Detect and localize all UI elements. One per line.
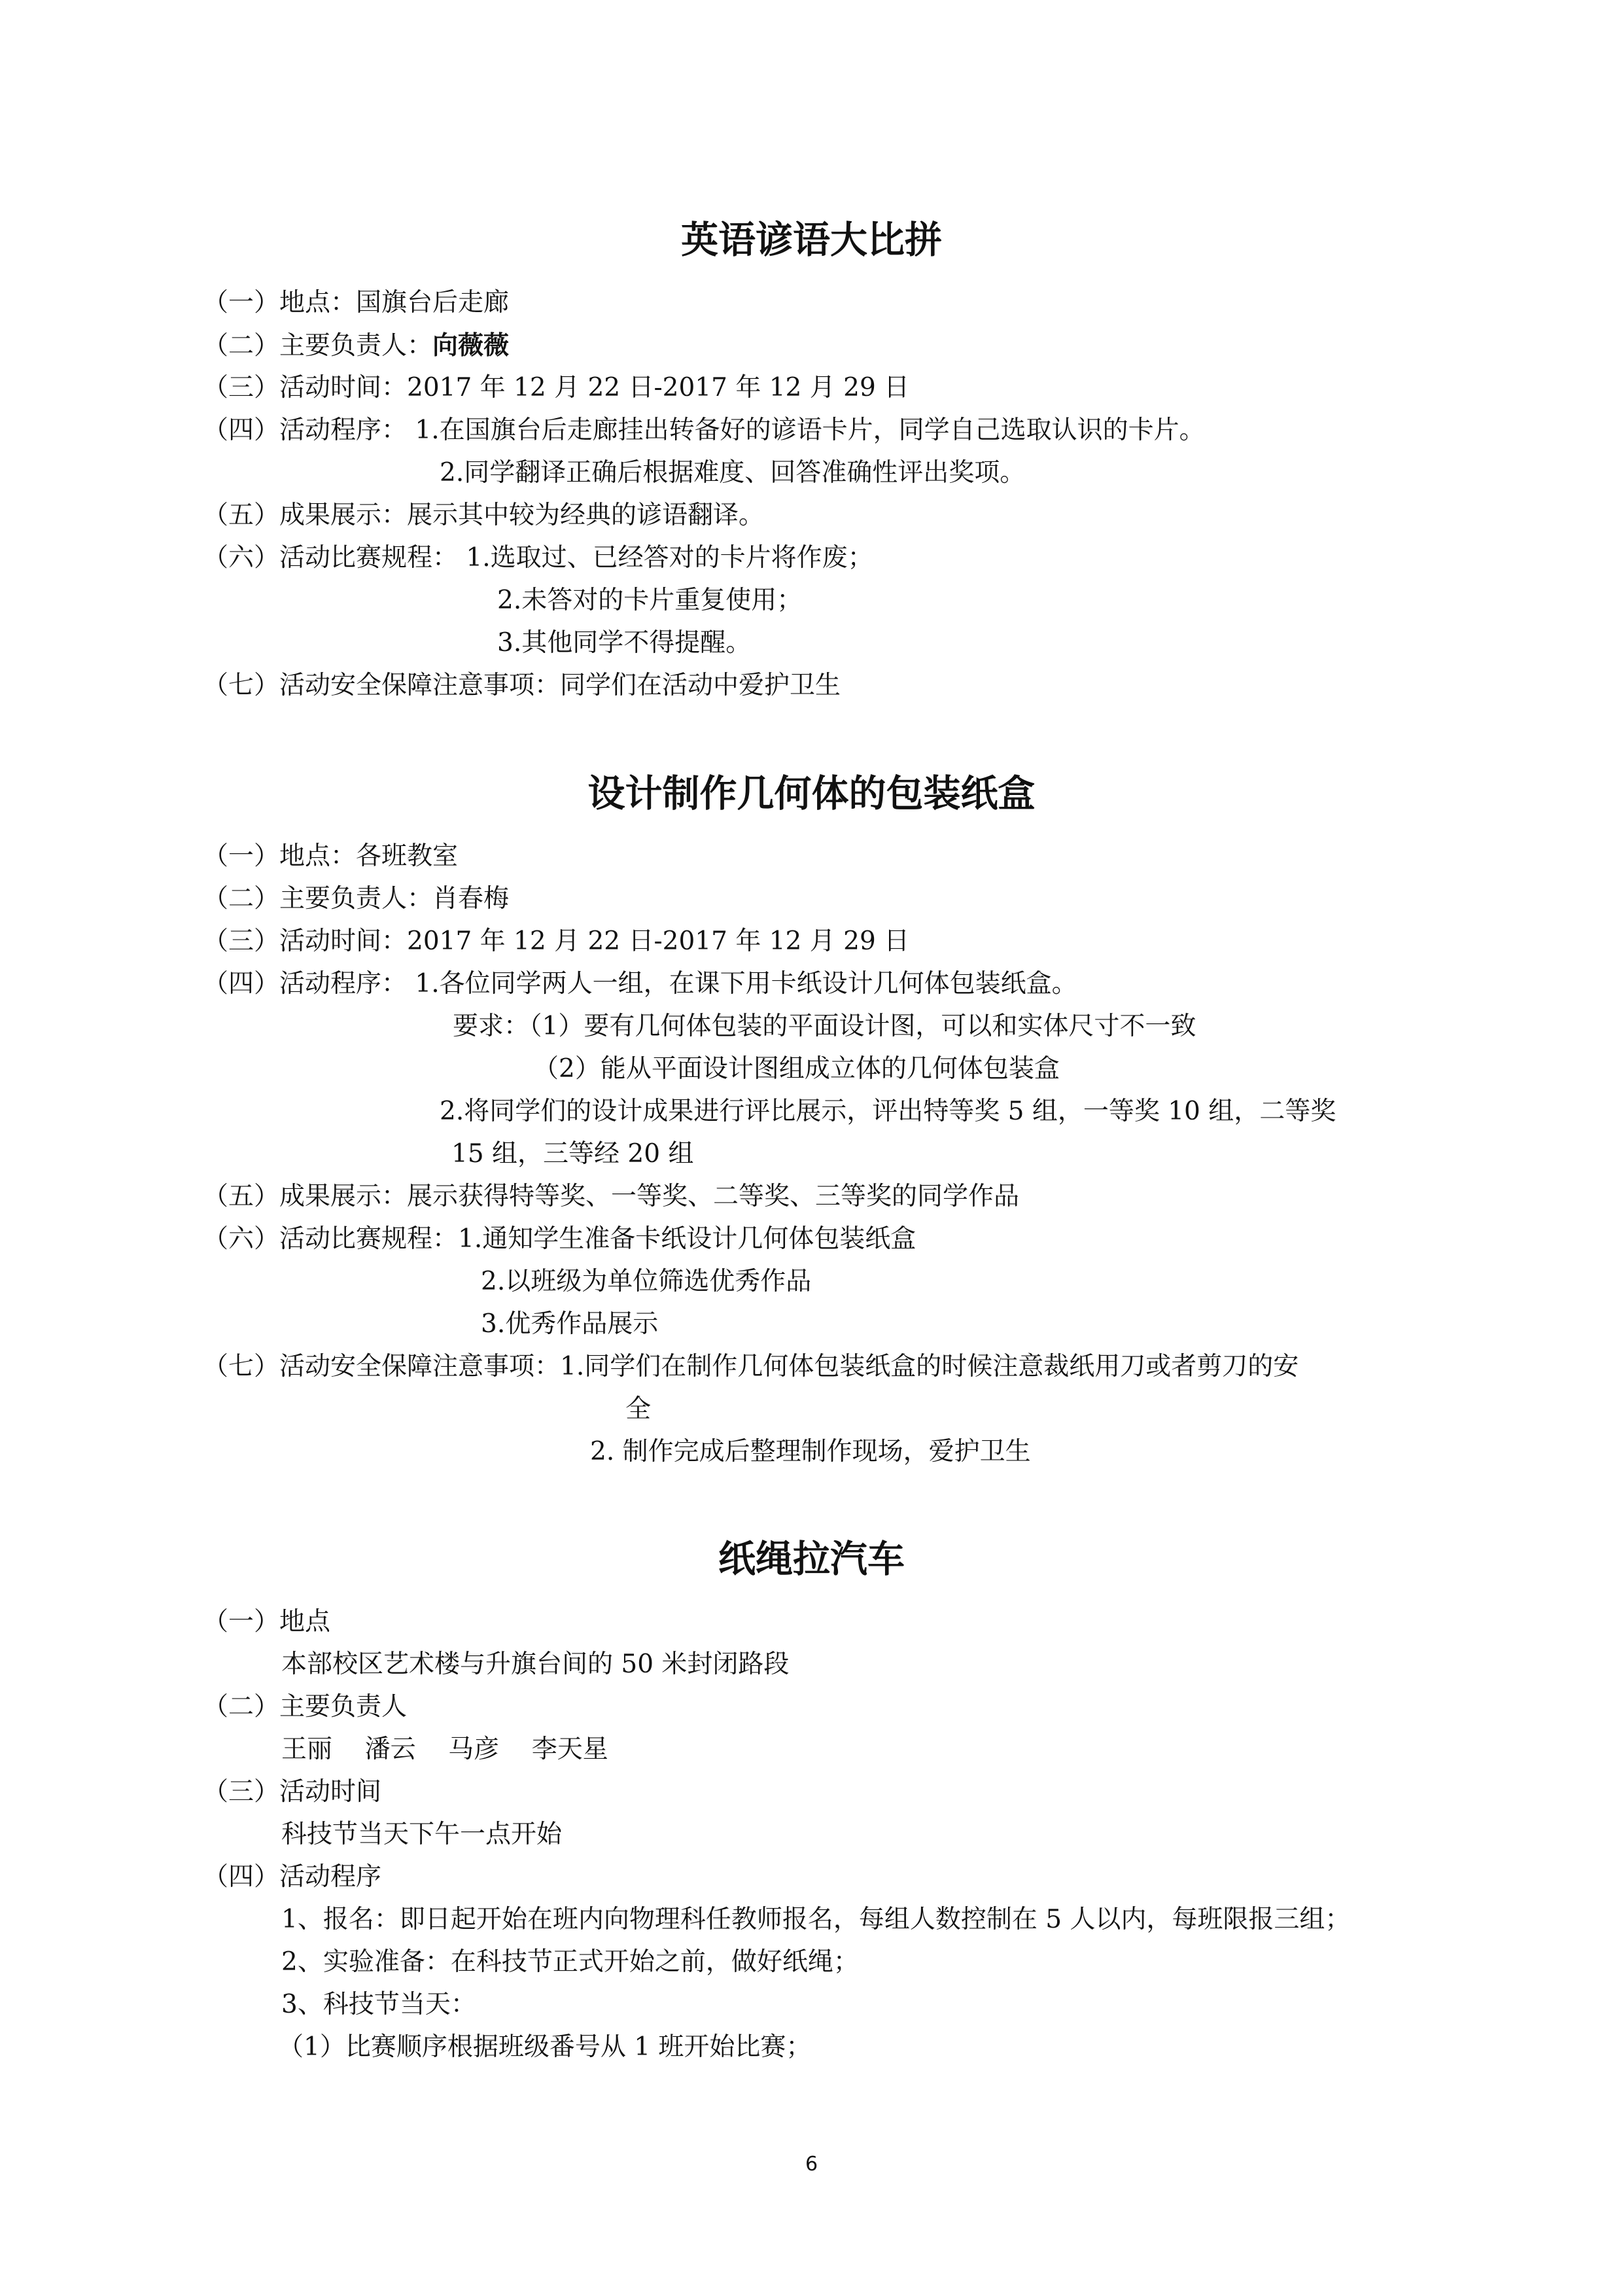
- s1-procedure-2: 2.同学翻译正确后根据难度、回答准确性评出奖项。: [440, 458, 1026, 487]
- s2-rules-3: 3.优秀作品展示: [481, 1309, 659, 1339]
- s1-location: （一）地点：国旗台后走廊: [203, 288, 510, 317]
- s1-procedure-1: （四）活动程序： 1.在国旗台后走廊挂出转备好的谚语卡片，同学自己选取认识的卡片。: [203, 415, 1205, 445]
- page-number: 6: [805, 2153, 818, 2176]
- s2-procedure-1: （四）活动程序： 1.各位同学两人一组，在课下用卡纸设计几何体包装纸盒。: [203, 969, 1077, 998]
- s1-person-in-charge: [203, 328, 509, 363]
- s2-results: （五）成果展示：展示获得特等奖、一等奖、二等奖、三等奖的同学作品: [203, 1182, 1020, 1211]
- s3-procedure-1: 1、报名：即日起开始在班内向物理科任教师报名，每组人数控制在 5 人以内，每班限报三组；: [281, 1905, 1351, 1934]
- s2-rules-1: （六）活动比赛规程：1.通知学生准备卡纸设计几何体包装纸盒: [203, 1224, 916, 1254]
- s3-procedure-heading: （四）活动程序: [203, 1862, 382, 1892]
- s3-time: 科技节当天下午一点开始: [281, 1820, 563, 1849]
- s2-safety-2: 2. 制作完成后整理制作现场，爱护卫生: [590, 1437, 1031, 1466]
- s3-person-heading: （二）主要负责人: [203, 1692, 408, 1722]
- section-title-packaging-box: 设计制作几何体的包装纸盒: [587, 772, 1036, 815]
- s2-procedure-2: 2.将同学们的设计成果进行评比展示，评出特等奖 5 组，一等奖 10 组，二等奖: [440, 1097, 1336, 1126]
- s2-requirement-1: 要求：（1）要有几何体包装的平面设计图，可以和实体尺寸不一致: [453, 1012, 1196, 1041]
- s1-rules-1: （六）活动比赛规程： 1.选取过、已经答对的卡片将作废；: [203, 543, 873, 573]
- s2-requirement-2: （2）能从平面设计图组成立体的几何体包装盒: [533, 1054, 1060, 1084]
- section-title-english-proverbs: 英语谚语大比拼: [681, 219, 942, 262]
- s2-rules-2: 2.以班级为单位筛选优秀作品: [481, 1267, 812, 1296]
- s3-procedure-2: 2、实验准备：在科技节正式开始之前，做好纸绳；: [281, 1947, 859, 1977]
- s1-rules-2: 2.未答对的卡片重复使用；: [497, 586, 803, 615]
- s1-safety: （七）活动安全保障注意事项：同学们在活动中爱护卫生: [203, 671, 841, 700]
- s2-safety-1-cont: 全: [625, 1394, 652, 1424]
- s2-safety-1: （七）活动安全保障注意事项：1.同学们在制作几何体包装纸盒的时候注意裁纸用刀或者剪刀的安: [203, 1352, 1299, 1381]
- s3-time-heading: （三）活动时间: [203, 1777, 382, 1807]
- s3-location-heading: （一）地点: [203, 1607, 331, 1636]
- s3-procedure-3-1: （1）比赛顺序根据班级番号从 1 班开始比赛；: [278, 2032, 812, 2062]
- s1-time: （三）活动时间：2017 年 12 月 22 日-2017 年 12 月 29 日: [203, 373, 910, 402]
- s3-location: 本部校区艺术楼与升旗台间的 50 米封闭路段: [281, 1650, 790, 1679]
- s3-procedure-3: 3、科技节当天：: [281, 1990, 476, 2019]
- s1-results: （五）成果展示：展示其中较为经典的谚语翻译。: [203, 501, 765, 530]
- s1-rules-3: 3.其他同学不得提醒。: [497, 628, 752, 658]
- s3-persons: 王丽 潘云 马彦 李天星: [281, 1735, 608, 1764]
- s1-person-name: 向薇薇: [432, 330, 510, 361]
- s1-person-label: （二）主要负责人：: [203, 331, 433, 361]
- s2-procedure-2-cont: 15 组，三等经 20 组: [451, 1139, 694, 1169]
- section-title-paper-rope-car: 纸绳拉汽车: [718, 1538, 905, 1581]
- s2-time: （三）活动时间：2017 年 12 月 22 日-2017 年 12 月 29 日: [203, 927, 910, 956]
- s2-location: （一）地点：各班教室: [203, 841, 459, 871]
- s2-person-in-charge: （二）主要负责人：肖春梅: [203, 884, 510, 913]
